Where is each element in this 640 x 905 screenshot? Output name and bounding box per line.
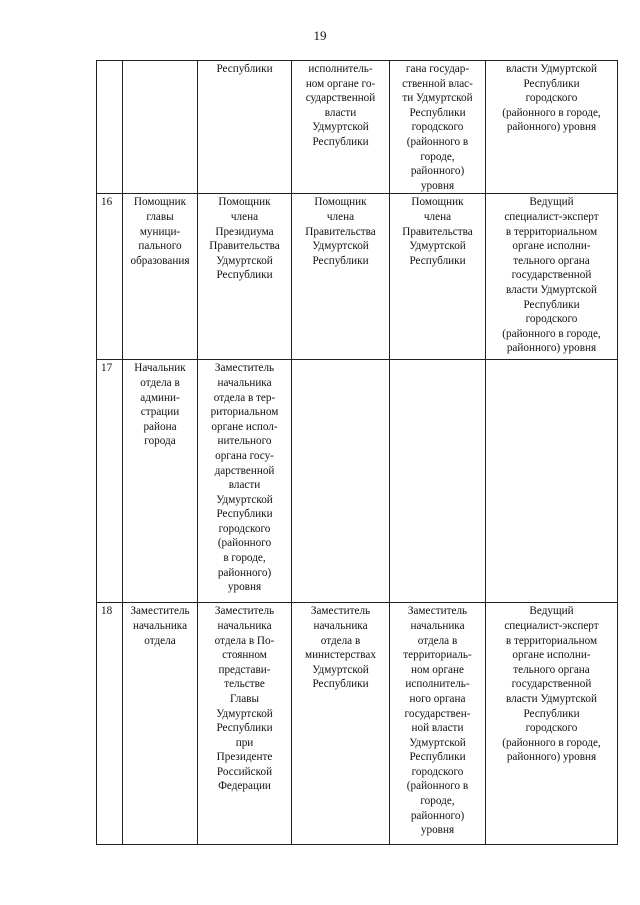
row-number: 16 [97, 194, 123, 360]
row-number [97, 61, 123, 194]
table-cell: Заместитель начальника отдела [123, 603, 198, 845]
table-cell: Заместитель начальника отдела в По- стоянном представи- тельстве Главы Удмуртской Республики при Президенте Российской Федерации [198, 603, 292, 845]
table-cell [292, 360, 390, 603]
table-cell: Республики [198, 61, 292, 194]
table-cell: Начальник отдела в админи- страции района города [123, 360, 198, 603]
table-cell: Помощник члена Правительства Удмуртской Республики [292, 194, 390, 360]
table-cell: Заместитель начальника отдела в тер- риториальном органе испол- нительного органа госу- дарственной власти Удмуртской Республики городского (районного в городе, районного) уровня [198, 360, 292, 603]
table-cell: исполнитель- ном органе го- сударственной власти Удмуртской Республики [292, 61, 390, 194]
table-row [97, 603, 618, 845]
positions-table [96, 60, 618, 845]
table-cell: Помощник члена Правительства Удмуртской Республики [390, 194, 486, 360]
table-cell: Ведущий специалист-эксперт в территориальном органе исполни- тельного органа государственной власти Удмуртской Республики городского (районного в городе, районного) уровня [486, 603, 618, 845]
table-row [97, 360, 618, 603]
table-cell: Заместитель начальника отдела в министерствах Удмуртской Республики [292, 603, 390, 845]
table-cell [390, 360, 486, 603]
table-cell: власти Удмуртской Республики городского (районного в городе, районного) уровня [486, 61, 618, 194]
page-number: 19 [313, 28, 327, 43]
row-number: 17 [97, 360, 123, 603]
table-row [97, 194, 618, 360]
table-cell: Помощник главы муници- пального образования [123, 194, 198, 360]
table-cell: Ведущий специалист-эксперт в территориальном органе исполни- тельного органа государственной власти Удмуртской Республики городского (районного в городе, районного) уровня [486, 194, 618, 360]
table-cell: Заместитель начальника отдела в территориаль- ном органе исполнитель- ного органа государствен- ной власти Удмуртской Республики городского (районного в городе, районного) уровня [390, 603, 486, 845]
table-cell: гана государ- ственной влас- ти Удмуртской Республики городского (районного в городе, районного) уровня [390, 61, 486, 194]
row-number: 18 [97, 603, 123, 845]
table-cell [486, 360, 618, 603]
table-cell [123, 61, 198, 194]
table-row [97, 61, 618, 194]
table-cell: Помощник члена Президиума Правительства Удмуртской Республики [198, 194, 292, 360]
